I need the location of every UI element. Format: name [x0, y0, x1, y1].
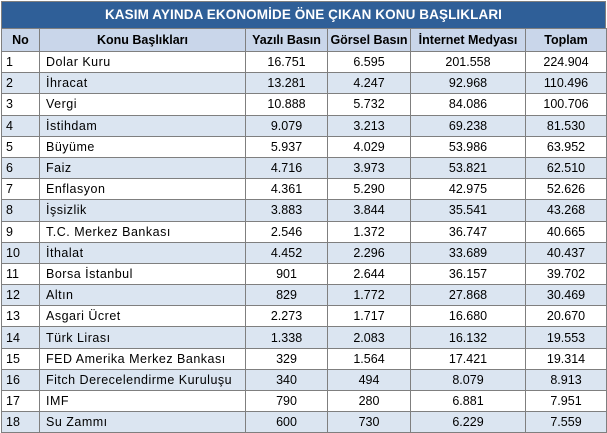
table-row [2, 52, 607, 73]
row-no: 13 [2, 306, 40, 327]
header-print-media: Yazılı Basın [246, 29, 328, 52]
row-visual-media: 494 [328, 369, 411, 390]
row-no: 17 [2, 391, 40, 412]
row-internet-media: 17.421 [411, 348, 526, 369]
row-total: 224.904 [526, 52, 607, 73]
row-print-media: 1.338 [246, 327, 328, 348]
table-row [2, 391, 607, 412]
row-visual-media: 730 [328, 412, 411, 433]
table-row [2, 348, 607, 369]
row-topic: Türk Lirası [40, 327, 246, 348]
row-topic: Vergi [40, 94, 246, 115]
row-visual-media: 1.717 [328, 306, 411, 327]
row-topic: IMF [40, 391, 246, 412]
row-print-media: 5.937 [246, 136, 328, 157]
row-print-media: 4.361 [246, 179, 328, 200]
row-total: 110.496 [526, 73, 607, 94]
table-row [2, 242, 607, 263]
row-print-media: 16.751 [246, 52, 328, 73]
row-visual-media: 5.732 [328, 94, 411, 115]
row-topic: İhracat [40, 73, 246, 94]
table-body [2, 52, 607, 433]
row-total: 43.268 [526, 200, 607, 221]
row-visual-media: 1.372 [328, 221, 411, 242]
row-no: 15 [2, 348, 40, 369]
row-internet-media: 16.132 [411, 327, 526, 348]
row-print-media: 4.452 [246, 242, 328, 263]
row-no: 5 [2, 136, 40, 157]
row-visual-media: 3.973 [328, 157, 411, 178]
report-table-container [1, 1, 606, 433]
row-internet-media: 6.229 [411, 412, 526, 433]
row-topic: Altın [40, 285, 246, 306]
row-visual-media: 5.290 [328, 179, 411, 200]
row-visual-media: 6.595 [328, 52, 411, 73]
row-total: 40.437 [526, 242, 607, 263]
row-print-media: 829 [246, 285, 328, 306]
row-internet-media: 53.821 [411, 157, 526, 178]
row-internet-media: 69.238 [411, 115, 526, 136]
row-visual-media: 2.644 [328, 263, 411, 284]
row-topic: Enflasyon [40, 179, 246, 200]
table-row [2, 306, 607, 327]
row-print-media: 600 [246, 412, 328, 433]
table-row [2, 136, 607, 157]
row-no: 16 [2, 369, 40, 390]
table-row [2, 157, 607, 178]
row-total: 40.665 [526, 221, 607, 242]
table-row [2, 327, 607, 348]
topics-table [1, 28, 607, 433]
row-topic: FED Amerika Merkez Bankası [40, 348, 246, 369]
header-row [2, 29, 607, 52]
row-topic: Su Zammı [40, 412, 246, 433]
row-internet-media: 8.079 [411, 369, 526, 390]
row-topic: Faiz [40, 157, 246, 178]
header-topic: Konu Başlıkları [40, 29, 246, 52]
table-row [2, 200, 607, 221]
row-internet-media: 201.558 [411, 52, 526, 73]
header-total: Toplam [526, 29, 607, 52]
table-row [2, 221, 607, 242]
row-no: 1 [2, 52, 40, 73]
row-print-media: 9.079 [246, 115, 328, 136]
table-row [2, 263, 607, 284]
row-print-media: 2.273 [246, 306, 328, 327]
row-total: 7.559 [526, 412, 607, 433]
row-no: 12 [2, 285, 40, 306]
row-internet-media: 33.689 [411, 242, 526, 263]
row-internet-media: 53.986 [411, 136, 526, 157]
row-topic: İstihdam [40, 115, 246, 136]
row-visual-media: 4.247 [328, 73, 411, 94]
table-row [2, 285, 607, 306]
row-total: 100.706 [526, 94, 607, 115]
table-title: KASIM AYINDA EKONOMİDE ÖNE ÇIKAN KONU BAŞLIKLARI [1, 1, 606, 28]
row-total: 20.670 [526, 306, 607, 327]
table-row [2, 369, 607, 390]
row-total: 19.314 [526, 348, 607, 369]
row-no: 6 [2, 157, 40, 178]
table-row [2, 115, 607, 136]
row-visual-media: 2.083 [328, 327, 411, 348]
row-total: 7.951 [526, 391, 607, 412]
row-visual-media: 4.029 [328, 136, 411, 157]
row-visual-media: 1.772 [328, 285, 411, 306]
row-internet-media: 35.541 [411, 200, 526, 221]
row-internet-media: 6.881 [411, 391, 526, 412]
header-no: No [2, 29, 40, 52]
row-internet-media: 27.868 [411, 285, 526, 306]
row-print-media: 3.883 [246, 200, 328, 221]
row-print-media: 901 [246, 263, 328, 284]
row-total: 19.553 [526, 327, 607, 348]
row-topic: Asgari Ücret [40, 306, 246, 327]
row-total: 62.510 [526, 157, 607, 178]
row-visual-media: 3.213 [328, 115, 411, 136]
row-topic: Büyüme [40, 136, 246, 157]
table-row [2, 94, 607, 115]
row-no: 7 [2, 179, 40, 200]
row-visual-media: 1.564 [328, 348, 411, 369]
row-visual-media: 280 [328, 391, 411, 412]
row-total: 81.530 [526, 115, 607, 136]
row-topic: Borsa İstanbul [40, 263, 246, 284]
row-internet-media: 16.680 [411, 306, 526, 327]
row-internet-media: 84.086 [411, 94, 526, 115]
row-no: 4 [2, 115, 40, 136]
row-no: 9 [2, 221, 40, 242]
row-no: 14 [2, 327, 40, 348]
row-total: 30.469 [526, 285, 607, 306]
row-total: 39.702 [526, 263, 607, 284]
row-internet-media: 36.747 [411, 221, 526, 242]
row-print-media: 2.546 [246, 221, 328, 242]
row-no: 8 [2, 200, 40, 221]
row-print-media: 340 [246, 369, 328, 390]
row-topic: T.C. Merkez Bankası [40, 221, 246, 242]
row-print-media: 329 [246, 348, 328, 369]
row-internet-media: 42.975 [411, 179, 526, 200]
header-visual-media: Görsel Basın [328, 29, 411, 52]
row-print-media: 4.716 [246, 157, 328, 178]
table-row [2, 179, 607, 200]
row-topic: İthalat [40, 242, 246, 263]
row-visual-media: 2.296 [328, 242, 411, 263]
row-no: 3 [2, 94, 40, 115]
row-print-media: 790 [246, 391, 328, 412]
row-print-media: 10.888 [246, 94, 328, 115]
row-total: 52.626 [526, 179, 607, 200]
row-internet-media: 92.968 [411, 73, 526, 94]
table-row [2, 412, 607, 433]
row-total: 63.952 [526, 136, 607, 157]
row-topic: İşsizlik [40, 200, 246, 221]
row-topic: Dolar Kuru [40, 52, 246, 73]
row-no: 10 [2, 242, 40, 263]
row-no: 11 [2, 263, 40, 284]
row-no: 2 [2, 73, 40, 94]
row-internet-media: 36.157 [411, 263, 526, 284]
row-visual-media: 3.844 [328, 200, 411, 221]
row-topic: Fitch Derecelendirme Kuruluşu [40, 369, 246, 390]
row-total: 8.913 [526, 369, 607, 390]
row-no: 18 [2, 412, 40, 433]
header-internet-media: İnternet Medyası [411, 29, 526, 52]
row-print-media: 13.281 [246, 73, 328, 94]
table-row [2, 73, 607, 94]
